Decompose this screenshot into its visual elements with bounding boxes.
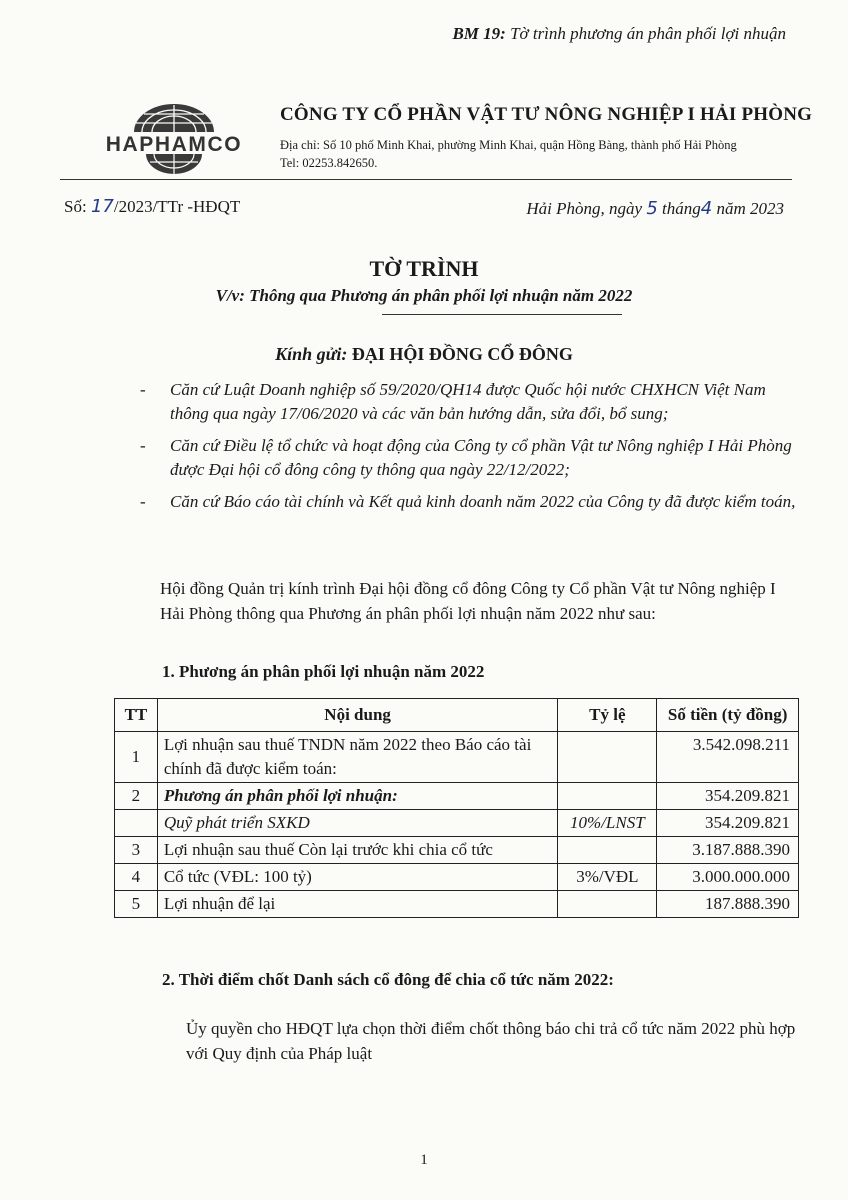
document-date xyxy=(526,198,784,219)
table-row xyxy=(115,783,799,810)
cell-tt: 1 xyxy=(115,732,158,783)
list-item xyxy=(140,490,800,514)
doc-number-prefix: Số: xyxy=(64,197,87,216)
column-header-rate: Tỷ lệ xyxy=(558,699,657,732)
list-item xyxy=(140,378,800,426)
legal-basis-text: Căn cứ Luật Doanh nghiệp số 59/2020/QH14 được Quốc hội nước CHXHCN Việt Nam thông qua ngày 17/06/2020 và các văn bản hướng dẫn, sửa đổi, bổ sung; xyxy=(170,380,766,423)
legal-bases-list xyxy=(140,378,800,522)
section-2-heading: 2. Thời điểm chốt Danh sách cổ đông để chia cổ tức năm 2022: xyxy=(162,970,614,989)
legal-basis-text: Căn cứ Điều lệ tổ chức và hoạt động của Công ty cổ phần Vật tư Nông nghiệp I Hải Phòng được Đại hội cổ đông công ty thông qua ngày 22/12/2022; xyxy=(170,436,792,479)
greeting-label: Kính gửi: xyxy=(275,344,348,364)
document-number xyxy=(64,196,240,217)
doc-number-suffix: /2023/TTr -HĐQT xyxy=(113,197,241,216)
subject-underline xyxy=(382,314,622,315)
form-code-text: Tờ trình phương án phân phối lợi nhuận xyxy=(510,24,786,43)
greeting-recipient: ĐẠI HỘI ĐỒNG CỔ ĐÔNG xyxy=(351,344,573,364)
cell-amount: 354.209.821 xyxy=(657,810,799,837)
profit-distribution-table xyxy=(114,698,799,918)
table-row xyxy=(115,891,799,918)
cell-rate xyxy=(558,783,657,810)
company-tel: Tel: 02253.842650. xyxy=(280,156,378,170)
section-1-heading: 1. Phương án phân phối lợi nhuận năm 2022 xyxy=(162,662,485,681)
form-code xyxy=(452,24,786,44)
cell-rate xyxy=(558,732,657,783)
date-year: năm 2023 xyxy=(716,199,784,218)
cell-amount: 354.209.821 xyxy=(657,783,799,810)
date-place: Hải Phòng, ngày xyxy=(526,199,643,218)
column-header-content: Nội dung xyxy=(157,699,558,732)
company-logo xyxy=(92,96,256,180)
cell-content: Phương án phân phối lợi nhuận: xyxy=(157,783,558,810)
cell-tt: 5 xyxy=(115,891,158,918)
company-name: CÔNG TY CỔ PHẦN VẬT TƯ NÔNG NGHIỆP I HẢI PHÒNG xyxy=(280,104,813,125)
cell-tt: 3 xyxy=(115,837,158,864)
company-address: Địa chỉ: Số 10 phố Minh Khai, phường Minh Khai, quận Hồng Bàng, thành phố Hải Phòng xyxy=(280,138,737,152)
section-2-text: Ủy quyền cho HĐQT lựa chọn thời điểm chốt thông báo chi trả cổ tức năm 2022 phù hợp với Quy định của Pháp luật xyxy=(186,1019,796,1063)
cell-rate xyxy=(558,837,657,864)
table-row xyxy=(115,810,799,837)
page-number: 1 xyxy=(420,1152,428,1168)
table-header-row xyxy=(115,699,799,732)
cell-tt: 2 xyxy=(115,783,158,810)
cell-amount: 3.187.888.390 xyxy=(657,837,799,864)
column-header-tt: TT xyxy=(115,699,158,732)
header-divider xyxy=(60,179,792,180)
bullet-dash: - xyxy=(140,492,146,511)
column-header-amount: Số tiền (tỷ đồng) xyxy=(657,699,799,732)
cell-content: Lợi nhuận sau thuế TNDN năm 2022 theo Báo cáo tài chính đã được kiểm toán: xyxy=(157,732,558,783)
bullet-dash: - xyxy=(140,380,146,399)
intro-paragraph: Hội đồng Quản trị kính trình Đại hội đồng cổ đông Công ty Cổ phần Vật tư Nông nghiệp I Hải Phòng thông qua Phương án phân phối lợi nhuận năm 2022 như sau: xyxy=(160,579,776,623)
date-month-label: tháng xyxy=(662,199,701,218)
cell-content: Lợi nhuận để lại xyxy=(157,891,558,918)
cell-content: Quỹ phát triển SXKD xyxy=(157,810,558,837)
date-month: 4 xyxy=(700,198,713,219)
cell-rate xyxy=(558,891,657,918)
cell-amount: 3.542.098.211 xyxy=(657,732,799,783)
date-day: 5 xyxy=(646,198,658,219)
cell-tt: 4 xyxy=(115,864,158,891)
document-title: TỜ TRÌNH xyxy=(369,256,479,281)
cell-tt xyxy=(115,810,158,837)
table-row xyxy=(115,732,799,783)
form-code-number: BM 19: xyxy=(452,24,506,43)
table-row xyxy=(115,864,799,891)
logo-wordmark: HAPHAMCO xyxy=(105,133,243,156)
cell-rate: 3%/VĐL xyxy=(558,864,657,891)
cell-rate: 10%/LNST xyxy=(558,810,657,837)
cell-amount: 187.888.390 xyxy=(657,891,799,918)
bullet-dash: - xyxy=(140,436,146,455)
cell-content: Lợi nhuận sau thuế Còn lại trước khi chia cổ tức xyxy=(157,837,558,864)
legal-basis-text: Căn cứ Báo cáo tài chính và Kết quả kinh doanh năm 2022 của Công ty đã được kiểm toán, xyxy=(170,492,796,511)
document-subject: V/v: Thông qua Phương án phân phối lợi nhuận năm 2022 xyxy=(215,286,633,305)
greeting xyxy=(0,344,848,365)
cell-content: Cổ tức (VĐL: 100 tỷ) xyxy=(157,864,558,891)
table-row xyxy=(115,837,799,864)
doc-number-handwritten: 17 xyxy=(90,196,114,217)
list-item xyxy=(140,434,800,482)
cell-amount: 3.000.000.000 xyxy=(657,864,799,891)
